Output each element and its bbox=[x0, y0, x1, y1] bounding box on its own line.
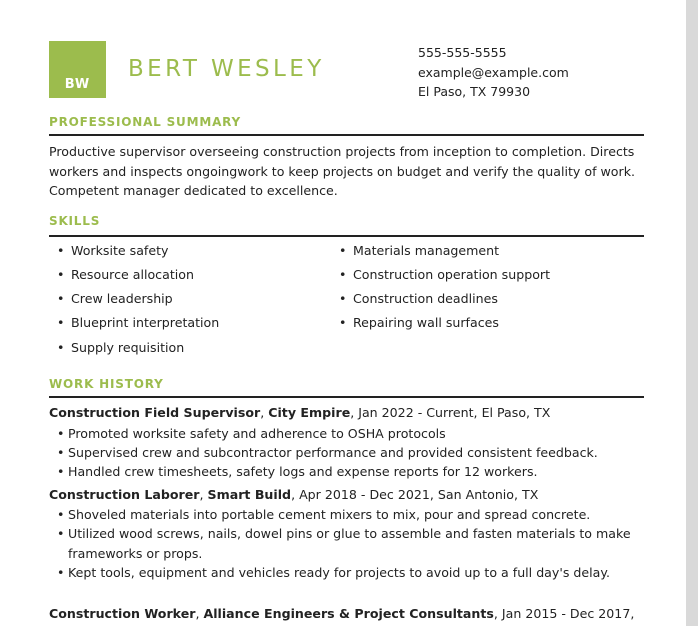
bullet-icon: • bbox=[57, 291, 65, 306]
viewer-scroll-gutter[interactable] bbox=[686, 0, 698, 626]
skill-item: • Construction deadlines bbox=[339, 291, 498, 306]
job-bullet: • Promoted worksite safety and adherence to OSHA protocols bbox=[57, 424, 642, 444]
bullet-icon: • bbox=[57, 340, 65, 355]
bullet-icon: • bbox=[57, 315, 65, 330]
section-title-summary: PROFESSIONAL SUMMARY bbox=[49, 115, 242, 129]
job-bullet: • Shoveled materials into portable cement mixers to mix, pour and spread concrete. bbox=[57, 505, 642, 525]
bullet-icon: • bbox=[339, 243, 347, 258]
skill-item: • Repairing wall surfaces bbox=[339, 315, 499, 330]
bullet-icon: • bbox=[57, 267, 65, 282]
job-details: , Jan 2015 - Dec 2017, bbox=[493, 606, 635, 621]
job-heading: Construction Laborer, Smart Build, Apr 2018 - Dec 2021, San Antonio, TX bbox=[49, 487, 539, 502]
job-details: , Jan 2022 - Current, El Paso, TX bbox=[350, 405, 551, 420]
monogram-badge bbox=[49, 41, 106, 98]
skill-item: • Construction operation support bbox=[339, 267, 551, 282]
bullet-icon: • bbox=[57, 565, 65, 580]
job-role: Construction Field Supervisor bbox=[49, 405, 261, 420]
bullet-icon: • bbox=[339, 315, 347, 330]
skill-item: • Materials management bbox=[339, 243, 500, 258]
bullet-icon: • bbox=[339, 267, 347, 282]
candidate-name: BERT WESLEY bbox=[128, 56, 325, 82]
section-title-work-history: WORK HISTORY bbox=[49, 377, 164, 391]
section-title-skills: SKILLS bbox=[49, 214, 101, 228]
section-divider bbox=[49, 235, 644, 237]
bullet-icon: • bbox=[57, 426, 65, 441]
bullet-icon: • bbox=[57, 243, 65, 258]
skill-item: • Crew leadership bbox=[57, 291, 173, 306]
job-details: , Apr 2018 - Dec 2021, San Antonio, TX bbox=[291, 487, 539, 502]
bullet-icon: • bbox=[339, 291, 347, 306]
skill-item: • Resource allocation bbox=[57, 267, 194, 282]
contact-email: example@example.com bbox=[418, 64, 569, 80]
bullet-icon: • bbox=[57, 464, 65, 479]
bullet-icon: • bbox=[57, 507, 65, 522]
job-heading: Construction Worker, Alliance Engineers & Project Consultants, Jan 2015 - Dec 2017, bbox=[49, 606, 635, 621]
contact-phone: 555-555-5555 bbox=[418, 45, 507, 60]
job-bullet: • Utilized wood screws, nails, dowel pins or glue to assemble and fasten materials to make frameworks or props. bbox=[57, 526, 631, 561]
job-bullet: • Supervised crew and subcontractor performance and provided consistent feedback. bbox=[57, 443, 642, 463]
job-role: Construction Worker bbox=[49, 606, 196, 621]
skill-item: • Blueprint interpretation bbox=[57, 315, 220, 330]
job-bullet: • Kept tools, equipment and vehicles ready for projects to avoid up to a full day's delay. bbox=[57, 563, 642, 583]
job-company: Smart Build bbox=[207, 487, 292, 502]
skill-item: • Supply requisition bbox=[57, 340, 185, 355]
job-bullet: • Handled crew timesheets, safety logs and expense reports for 12 workers. bbox=[57, 462, 642, 482]
job-company: Alliance Engineers & Project Consultants bbox=[203, 606, 494, 621]
bullet-icon: • bbox=[57, 526, 65, 541]
job-role: Construction Laborer bbox=[49, 487, 200, 502]
section-divider bbox=[49, 134, 644, 136]
skill-item: • Worksite safety bbox=[57, 243, 169, 258]
job-heading: Construction Field Supervisor, City Empire, Jan 2022 - Current, El Paso, TX bbox=[49, 405, 551, 420]
bullet-icon: • bbox=[57, 445, 65, 460]
contact-block bbox=[418, 43, 569, 102]
contact-location: El Paso, TX 79930 bbox=[418, 84, 531, 99]
monogram-initials: BW bbox=[64, 77, 91, 92]
section-divider bbox=[49, 396, 644, 398]
job-company: City Empire bbox=[268, 405, 351, 420]
summary-text: Productive supervisor overseeing construction projects from inception to completion. Directs workers and inspects ongoingwork to keep projects on budget and verify the quality of work. Competent manager dedicated to excellence. bbox=[49, 144, 635, 198]
